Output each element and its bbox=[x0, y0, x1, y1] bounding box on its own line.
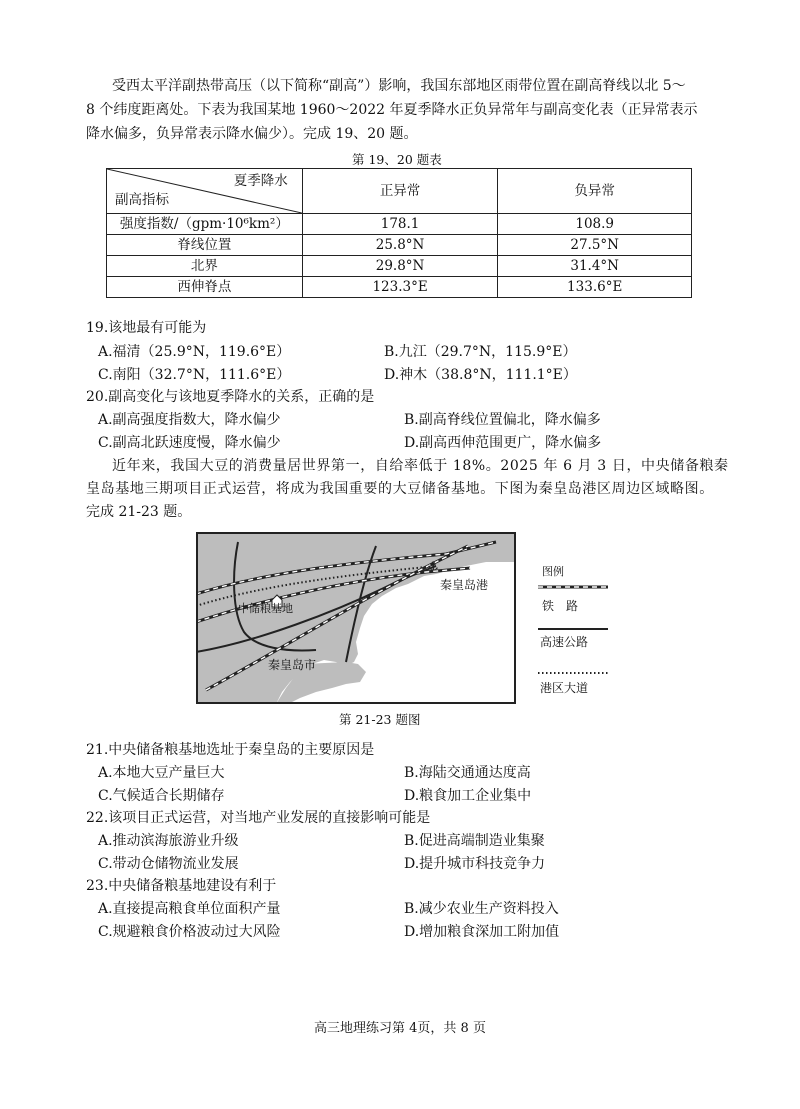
passage2-line-2: 皇岛基地三期项目正式运营，将成为我国重要的大豆储备基地。下图为秦皇岛港区周边区域略图。 bbox=[86, 481, 714, 497]
row-label: 西伸脊点 bbox=[107, 277, 303, 298]
intro-line-3: 降水偏多，负异常表示降水偏少）。完成 19、20 题。 bbox=[86, 126, 418, 142]
row-label: 脊线位置 bbox=[107, 235, 303, 256]
q19-option-a: A.福清（25.9°N，119.6°E） bbox=[98, 344, 291, 360]
svg-text:⚓: ⚓ bbox=[428, 559, 439, 573]
passage2-line-1: 近年来，我国大豆的消费量居世界第一，自给率低于 18%。2025 年 6 月 3 日，中央储备粮秦 bbox=[112, 458, 729, 474]
q21-option-a: A.本地大豆产量巨大 bbox=[98, 765, 225, 781]
page-footer: 高三地理练习第 4页，共 8 页 bbox=[314, 1021, 486, 1036]
row-positive: 29.8°N bbox=[302, 256, 498, 277]
q22-option-d: D.提升城市科技竞争力 bbox=[404, 856, 546, 872]
table-row bbox=[107, 214, 692, 235]
q20-option-c: C.副高北跃速度慢，降水偏少 bbox=[98, 435, 281, 451]
q22-option-c: C.带动仓储物流业发展 bbox=[98, 856, 239, 872]
intro-line-2: 8 个纬度距离处。下表为我国某地 1960～2022 年夏季降水正负异常年与副高变化表（正异常表示 bbox=[86, 102, 698, 118]
subtropical-high-table bbox=[106, 168, 692, 298]
table-row bbox=[107, 235, 692, 256]
q20-option-a: A.副高强度指数大，降水偏少 bbox=[98, 412, 281, 428]
q23-option-b: B.减少农业生产资料投入 bbox=[404, 901, 559, 917]
q21-option-c: C.气候适合长期储存 bbox=[98, 788, 225, 804]
header-high-index: 副高指标 bbox=[115, 192, 169, 208]
q19-option-c: C.南阳（32.7°N，111.6°E） bbox=[98, 367, 291, 383]
legend-highway: 高速公路 bbox=[540, 635, 589, 649]
q23-stem: 23.中央储备粮基地建设有利于 bbox=[86, 878, 277, 894]
row-positive: 178.1 bbox=[302, 214, 498, 235]
q20-option-b: B.副高脊线位置偏北，降水偏多 bbox=[404, 412, 601, 428]
header-negative: 负异常 bbox=[498, 169, 692, 214]
row-positive: 123.3°E bbox=[302, 277, 498, 298]
row-label: 强度指数/（gpm·10⁶km²） bbox=[107, 214, 303, 235]
port-label: 秦皇岛港 bbox=[440, 578, 489, 592]
header-positive: 正异常 bbox=[302, 169, 498, 214]
passage2-line-3: 完成 21-23 题。 bbox=[86, 504, 192, 520]
q22-stem: 22.该项目正式运营，对当地产业发展的直接影响可能是 bbox=[86, 810, 431, 826]
row-label: 北界 bbox=[107, 256, 303, 277]
grain-base-label: 中储粮基地 bbox=[238, 602, 293, 615]
city-label: 秦皇岛市 bbox=[268, 658, 317, 672]
table-caption: 第 19、20 题表 bbox=[352, 152, 442, 167]
q19-option-d: D.神木（38.8°N，111.1°E） bbox=[384, 367, 577, 383]
q21-option-b: B.海陆交通通达度高 bbox=[404, 765, 531, 781]
map-caption: 第 21-23 题图 bbox=[339, 712, 421, 727]
q20-option-d: D.副高西伸范围更广，降水偏多 bbox=[404, 435, 602, 451]
q23-option-d: D.增加粮食深加工附加值 bbox=[404, 924, 560, 940]
map-svg bbox=[196, 532, 516, 704]
q20-stem: 20.副高变化与该地夏季降水的关系，正确的是 bbox=[86, 389, 375, 405]
legend-railway: 铁 路 bbox=[542, 599, 579, 613]
diagonal-header-cell bbox=[107, 169, 303, 214]
qinhuangdao-map bbox=[196, 532, 516, 704]
row-negative: 31.4°N bbox=[498, 256, 692, 277]
row-negative: 133.6°E bbox=[498, 277, 692, 298]
q22-option-b: B.促进高端制造业集聚 bbox=[404, 833, 545, 849]
table-row bbox=[107, 256, 692, 277]
row-negative: 27.5°N bbox=[498, 235, 692, 256]
legend-title: 图例 bbox=[542, 565, 564, 578]
row-negative: 108.9 bbox=[498, 214, 692, 235]
row-positive: 25.8°N bbox=[302, 235, 498, 256]
port-anchor-marker bbox=[428, 559, 439, 573]
q21-option-d: D.粮食加工企业集中 bbox=[404, 788, 532, 804]
intro-line-1: 受西太平洋副热带高压（以下简称“副高”）影响，我国东部地区雨带位置在副高脊线以北 5～ bbox=[112, 78, 686, 94]
q23-option-c: C.规避粮食价格波动过大风险 bbox=[98, 924, 281, 940]
q23-option-a: A.直接提高粮食单位面积产量 bbox=[98, 901, 281, 917]
table-row bbox=[107, 277, 692, 298]
legend-port-road: 港区大道 bbox=[540, 681, 589, 695]
q19-option-b: B.九江（29.7°N，115.9°E） bbox=[384, 344, 577, 360]
table-header-row bbox=[107, 169, 692, 214]
q19-stem: 19.该地最有可能为 bbox=[86, 320, 207, 336]
q22-option-a: A.推动滨海旅游业升级 bbox=[98, 833, 239, 849]
header-summer-precip: 夏季降水 bbox=[233, 173, 288, 189]
q21-stem: 21.中央储备粮基地选址于秦皇岛的主要原因是 bbox=[86, 742, 375, 758]
